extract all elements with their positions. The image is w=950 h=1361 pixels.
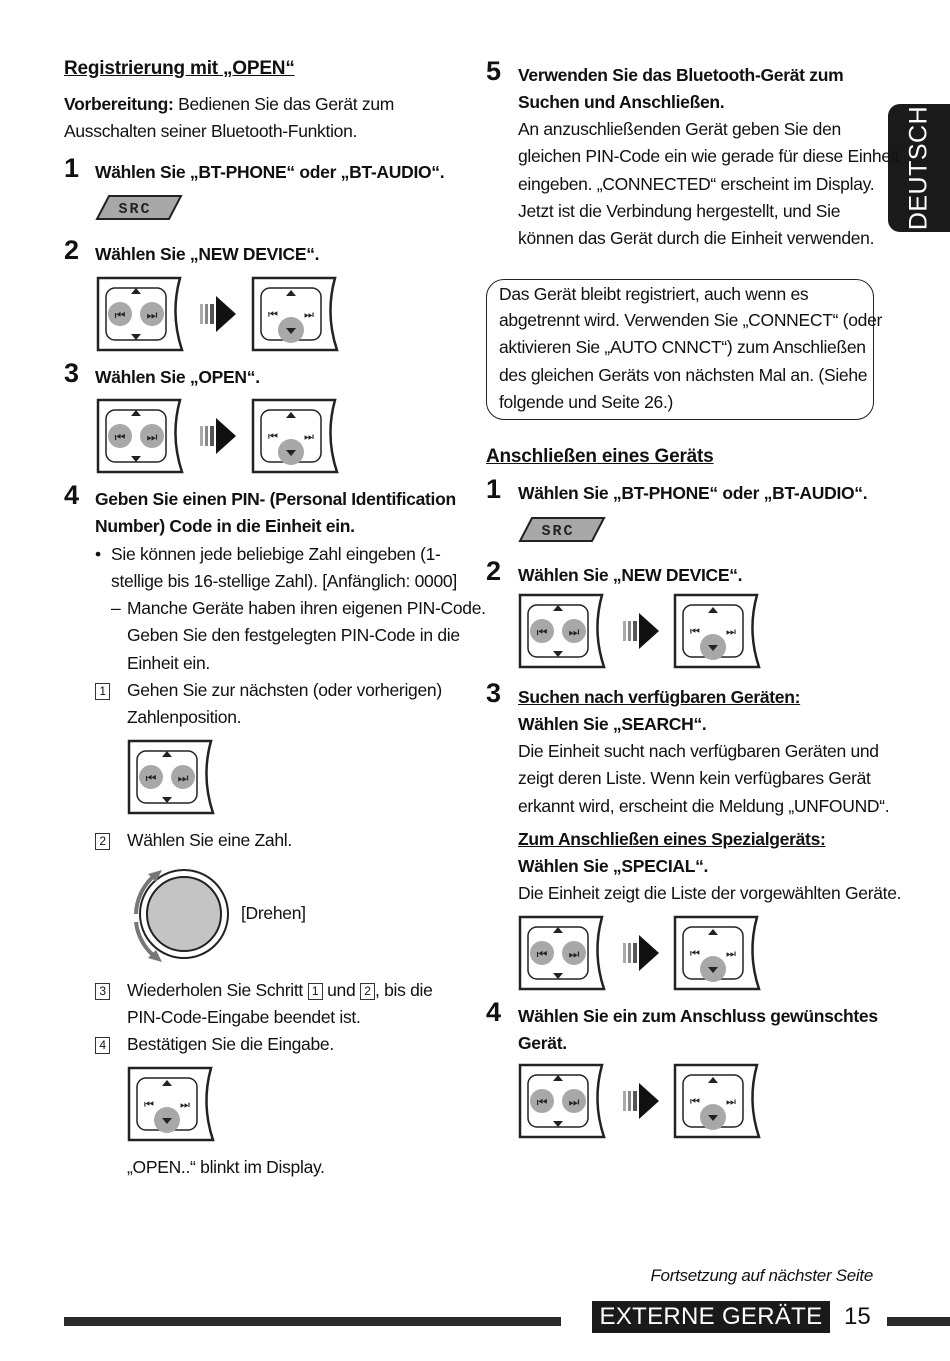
svg-text:⏭: ⏭ [568, 625, 580, 639]
special-body: Die Einheit zeigt die Liste der vorgewählten Geräte. [518, 883, 902, 903]
svg-text:⏭: ⏭ [726, 626, 736, 638]
section-heading-register: Registrierung mit „OPEN“ [64, 58, 295, 79]
arrow-right-icon [198, 418, 238, 454]
substep-number: 2 [95, 827, 110, 854]
svg-text:⏭: ⏭ [568, 1095, 580, 1109]
control-pad-icon [251, 276, 341, 352]
preparation-text [64, 91, 394, 118]
step-number: 2 [486, 556, 502, 586]
svg-text:⏭: ⏭ [146, 430, 158, 444]
control-pad-icon [673, 593, 763, 669]
svg-text:⏭: ⏭ [180, 1099, 190, 1111]
special-subheading: Zum Anschließen eines Spezialgeräts: [518, 829, 826, 849]
section-heading-connect: Anschließen eines Geräts [486, 446, 714, 467]
svg-text:⏮: ⏮ [114, 430, 126, 444]
control-pad-icon [127, 1066, 217, 1142]
svg-text:⏭: ⏭ [304, 431, 314, 443]
control-pad-icon [673, 1063, 763, 1139]
control-pad-icon [96, 276, 186, 352]
svg-text:⏭: ⏭ [177, 771, 189, 785]
note-line: Das Gerät bleibt registriert, auch wenn es [499, 284, 809, 304]
control-pad-icon [96, 398, 186, 474]
svg-text:⏮: ⏮ [268, 309, 278, 321]
step-body-line: zeigt deren Liste. Wenn kein verfügbares Gerät [518, 768, 871, 788]
step-number: 4 [64, 480, 80, 510]
rotary-knob-icon [124, 862, 234, 968]
src-button-icon [518, 516, 608, 544]
src-label: SRC [541, 523, 575, 540]
svg-text:⏮: ⏮ [690, 948, 700, 960]
svg-text:⏮: ⏮ [145, 771, 157, 785]
step-number: 1 [486, 474, 502, 504]
step-text: Wählen Sie „NEW DEVICE“. [518, 565, 743, 585]
step-number: 3 [64, 358, 80, 388]
svg-text:⏭: ⏭ [146, 308, 158, 322]
bullet-line2: stellige bis 16-stellige Zahl). [Anfänglich: 0000] [111, 571, 457, 591]
step-body-line: eingeben. „CONNECTED“ erscheint im Display. [518, 174, 875, 194]
svg-text:⏮: ⏮ [690, 626, 700, 638]
dash-line2: Geben Sie den festgelegten PIN-Code in die [127, 625, 460, 645]
continued-note: Fortsetzung auf nächster Seite [650, 1266, 873, 1285]
footer-rule-right [887, 1317, 950, 1326]
step-number: 2 [64, 235, 80, 265]
substep-text: Bestätigen Sie die Eingabe. [127, 1034, 334, 1054]
svg-text:⏮: ⏮ [144, 1099, 154, 1111]
special-select: Wählen Sie „SPECIAL“. [518, 856, 709, 876]
preparation-line2: Ausschalten seiner Bluetooth-Funktion. [64, 121, 358, 141]
svg-text:⏭: ⏭ [726, 1096, 736, 1108]
substep-line2: Zahlenposition. [127, 707, 242, 727]
substep-line2: PIN-Code-Eingabe beendet ist. [127, 1007, 361, 1027]
src-button-icon [95, 194, 185, 222]
svg-text:⏮: ⏮ [536, 947, 548, 961]
note-line: folgende und Seite 26.) [499, 392, 674, 412]
dash-line3: Einheit ein. [127, 653, 210, 673]
svg-text:⏭: ⏭ [304, 309, 314, 321]
control-pad-icon [251, 398, 341, 474]
step-body-line: erkannt wird, erscheint die Meldung „UNFOUND“. [518, 796, 890, 816]
svg-text:⏭: ⏭ [568, 947, 580, 961]
substep-line1: Gehen Sie zur nächsten (oder vorherigen) [127, 680, 442, 700]
preparation-label: Vorbereitung: [64, 94, 174, 114]
arrow-right-icon [198, 296, 238, 332]
step-body-line: können das Gerät durch die Einheit verwenden. [518, 228, 875, 248]
dash-marker: – [111, 598, 121, 618]
step-text: Wählen Sie „BT-PHONE“ oder „BT-AUDIO“. [518, 483, 868, 503]
svg-text:⏮: ⏮ [268, 431, 278, 443]
step-number: 5 [486, 56, 502, 86]
step-text: Wählen Sie „OPEN“. [95, 367, 260, 387]
svg-text:⏮: ⏮ [114, 308, 126, 322]
dash-line1: Manche Geräte haben ihren eigenen PIN-Code. [127, 598, 486, 618]
step-body-line: Die Einheit sucht nach verfügbaren Geräten und [518, 741, 879, 761]
step-number: 4 [486, 997, 502, 1027]
bullet-line1: Sie können jede beliebige Zahl eingeben (1- [111, 544, 441, 564]
bullet-marker: • [95, 544, 101, 564]
turn-label: [Drehen] [241, 903, 306, 923]
footer-rule-left [64, 1317, 561, 1326]
src-label: SRC [118, 201, 152, 218]
step-body-line: Jetzt ist die Verbindung hergestellt, und Sie [518, 201, 841, 221]
step-text-line2: Number) Code in die Einheit ein. [95, 516, 355, 536]
svg-text:⏮: ⏮ [536, 625, 548, 639]
arrow-right-icon [621, 613, 661, 649]
substep-number: 3 [95, 977, 110, 1004]
step-select: Wählen Sie „SEARCH“. [518, 714, 707, 734]
note-line: des gleichen Geräts von nächsten Mal an. (Siehe [499, 365, 868, 385]
note-line: abgetrennt wird. Verwenden Sie „CONNECT“ (oder [499, 310, 883, 330]
step-text-line1: Geben Sie einen PIN- (Personal Identification [95, 489, 456, 509]
page-number: 15 [844, 1303, 871, 1330]
step-text-line2: Suchen und Anschließen. [518, 92, 725, 112]
preparation-line1: Bedienen Sie das Gerät zum [173, 94, 395, 114]
arrow-right-icon [621, 935, 661, 971]
step-number: 1 [64, 153, 80, 183]
substep-text: Wählen Sie eine Zahl. [127, 830, 292, 850]
control-pad-icon [518, 915, 608, 991]
step-text: Wählen Sie „BT-PHONE“ oder „BT-AUDIO“. [95, 162, 445, 182]
substep-number: 1 [95, 677, 110, 704]
control-pad-icon [518, 1063, 608, 1139]
arrow-right-icon [621, 1083, 661, 1119]
step-text-line1: Wählen Sie ein zum Anschluss gewünschtes [518, 1006, 878, 1026]
step-subheading: Suchen nach verfügbaren Geräten: [518, 687, 801, 707]
step-text: Wählen Sie „NEW DEVICE“. [95, 244, 320, 264]
footer-section-label: EXTERNE GERÄTE [592, 1301, 830, 1333]
substep-line1: Wiederholen Sie Schritt 1 und 2 , bis die [127, 980, 433, 1000]
svg-text:⏮: ⏮ [690, 1096, 700, 1108]
blink-text: „OPEN..“ blinkt im Display. [127, 1157, 325, 1177]
control-pad-icon [127, 739, 217, 815]
control-pad-icon [518, 593, 608, 669]
step-number: 3 [486, 678, 502, 708]
note-line: aktivieren Sie „AUTO CNNCT“) zum Anschließen [499, 337, 866, 357]
step-body-line: An anzuschließenden Gerät geben Sie den [518, 119, 841, 139]
control-pad-icon [673, 915, 763, 991]
step-text-line1: Verwenden Sie das Bluetooth-Gerät zum [518, 65, 844, 85]
step-text-line2: Gerät. [518, 1033, 567, 1053]
svg-text:⏮: ⏮ [536, 1095, 548, 1109]
substep-number: 4 [95, 1031, 110, 1058]
step-body-line: gleichen PIN-Code ein wie gerade für diese Einheit [518, 146, 899, 166]
language-tab-label: DEUTSCH [904, 105, 933, 231]
svg-text:⏭: ⏭ [726, 948, 736, 960]
